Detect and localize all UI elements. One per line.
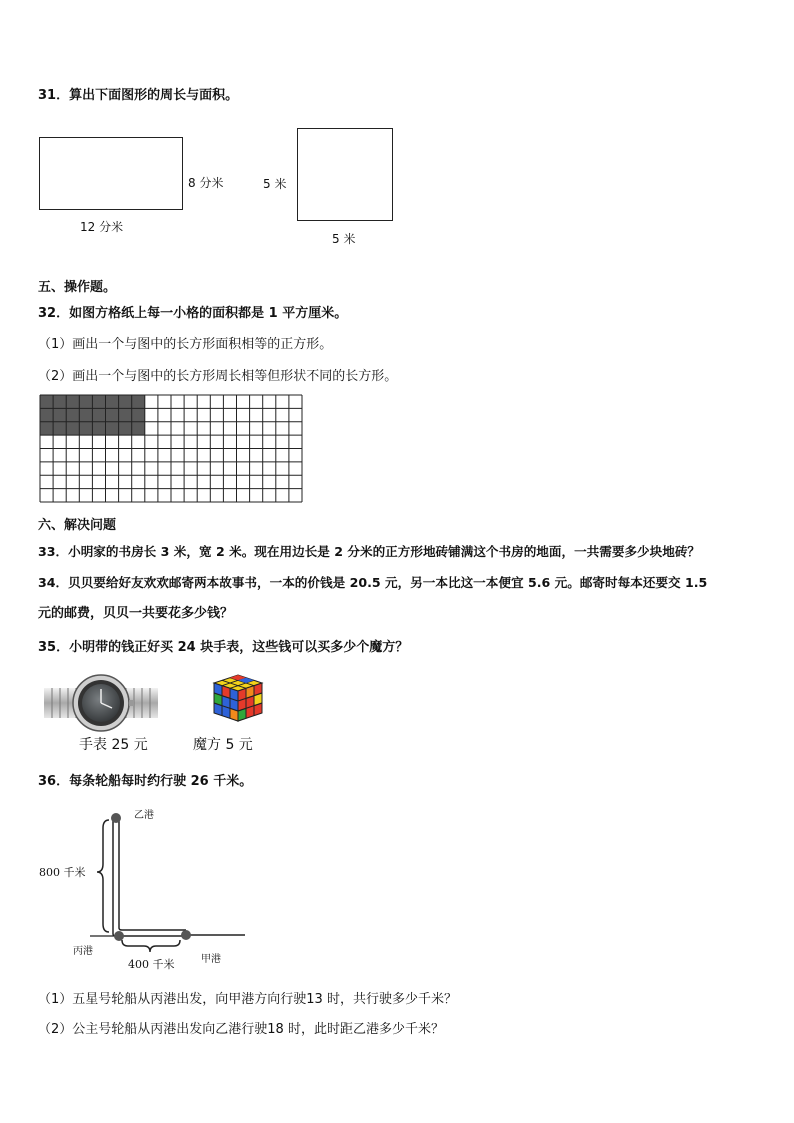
section5-heading: 五、操作题。 — [38, 280, 117, 295]
port-route-map — [30, 800, 260, 980]
rectangle-figure — [39, 137, 183, 210]
q36-part1: （1）五星号轮船从丙港出发，向甲港方向行驶13 时，共行驶多少千米？ — [38, 992, 457, 1007]
port-jia-label: 甲港 — [201, 954, 221, 965]
q34-text-line2: 元的邮费，贝贝一共要花多少钱？ — [38, 606, 234, 621]
distance-vertical-label: 800 千米 — [39, 866, 86, 879]
q33-text: 33．小明家的书房长 3 米，宽 2 米。现在用边长是 2 分米的正方形地砖铺满这个书房的地面，一共需要多少块地砖？ — [38, 544, 701, 559]
port-yi-label: 乙港 — [134, 810, 154, 821]
q31-title: 31．算出下面图形的周长与面积。 — [38, 88, 239, 103]
rubiks-cube-icon — [212, 673, 264, 723]
q32-part2: （2）画出一个与图中的长方形周长相等但形状不同的长方形。 — [38, 369, 398, 384]
q34-text-line1: 34．贝贝要给好友欢欢邮寄两本故事书，一本的价钱是 20.5 元，另一本比这一本便宜 5.6 元。邮寄时每本还要交 1.5 — [38, 575, 708, 590]
square-bottom-label: 5 米 — [332, 232, 356, 246]
cube-caption: 魔方 5 元 — [193, 737, 253, 753]
watch-caption: 手表 25 元 — [79, 737, 148, 753]
q35-text: 35．小明带的钱正好买 24 块手表，这些钱可以买多少个魔方？ — [38, 640, 409, 655]
port-bing-marker — [114, 931, 124, 941]
q36-text: 36．每条轮船每时约行驶 26 千米。 — [38, 774, 253, 789]
square-figure — [297, 128, 393, 221]
port-yi-marker — [111, 813, 121, 823]
distance-horizontal-label: 400 千米 — [128, 958, 175, 971]
q32-text: 32．如图方格纸上每一小格的面积都是 1 平方厘米。 — [38, 306, 348, 321]
q32-part1: （1）画出一个与图中的长方形面积相等的正方形。 — [38, 337, 333, 352]
watch-icon — [44, 674, 158, 732]
square-side-label: 5 米 — [263, 177, 287, 191]
grid-paper — [40, 395, 302, 502]
port-bing-label: 丙港 — [73, 946, 93, 957]
section6-heading: 六、解决问题 — [38, 518, 117, 533]
rect-width-label: 12 分米 — [80, 220, 124, 234]
q36-part2: （2）公主号轮船从丙港出发向乙港行驶18 时，此时距乙港多少千米？ — [38, 1022, 444, 1037]
port-jia-marker — [181, 930, 191, 940]
rect-height-label: 8 分米 — [188, 176, 224, 190]
